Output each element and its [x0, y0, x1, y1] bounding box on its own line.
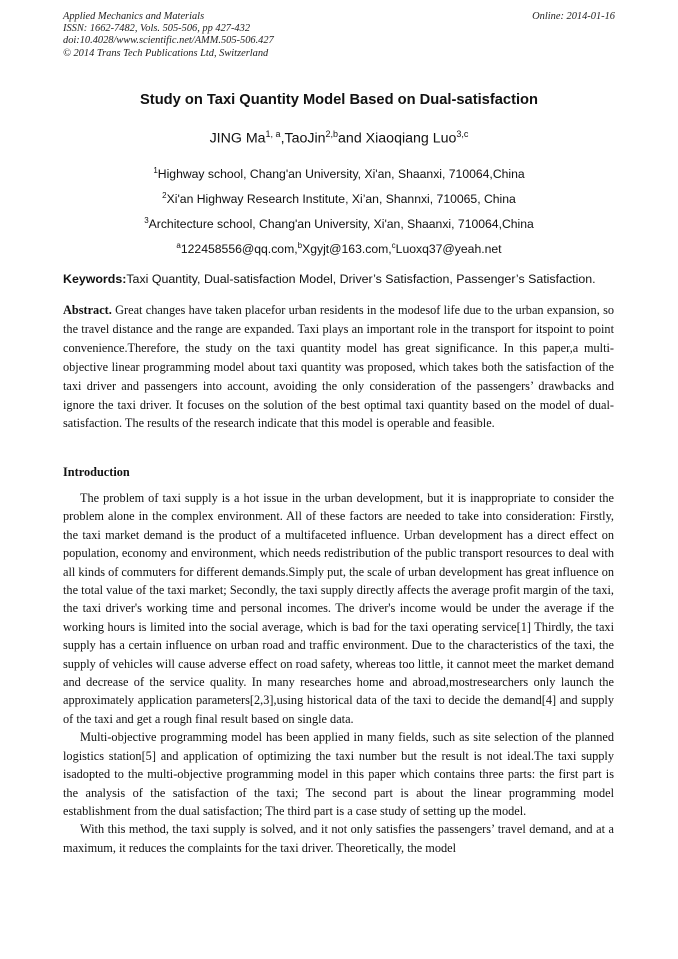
affiliation-3 [0, 216, 678, 231]
affiliation-mark: 2 [162, 191, 167, 200]
email-line [0, 241, 678, 256]
body-paragraph: Multi-objective programming model has been applied in many fields, such as site selection of the planned logistics station[5] and application of optimizing the taxi number but the result is not ideal.The taxi supply isadopted to the multi-objective programming model in this paper which contains three parts: the first part is the analysis of the satisfaction of the taxi; The second part is about the linear programming model establishment from the dual satisfaction; The third part is a case study of setting up the model. [63, 730, 614, 818]
introduction-body [63, 489, 614, 857]
author-affiliation-mark: 3,c [456, 129, 469, 139]
author-affiliation-mark: 2,b [325, 129, 339, 139]
journal-name: Applied Mechanics and Materials [63, 11, 205, 22]
author-affiliation-mark: 1, a [265, 129, 281, 139]
keywords-line [63, 272, 623, 286]
keywords-text: Taxi Quantity, Dual-satisfaction Model, Driver’s Satisfaction, Passenger’s Satisfaction. [126, 272, 596, 286]
author-name: TaoJin [284, 130, 326, 147]
abstract-text: Great changes have taken placefor urban residents in the modesof life due to the urban expansion, so the travel distance and the range are expanded. Taxi plays an important role in the transport for itspoint to point convenience.Therefore, the study on the taxi quantity model has great significance. In this paper,a multi-objective linear programming model about taxi quantity was proposed, which takes both the satisfaction of the taxi driver and passengers into account, avoiding the only consideration of the passengers’ drawbacks and ignore the taxi driver. It focuses on the solution of the best optimal taxi quantity based on the model of dual-satisfaction. The results of the research indicate that this model is operable and feasible. [63, 303, 614, 431]
affiliation-text: Architecture school, Chang'an University, Xi'an, Shaanxi, 710064,China [148, 217, 534, 232]
affiliation-text: Highway school, Chang'an University, Xi'an, Shaanxi, 710064,China [157, 167, 525, 182]
affiliation-1 [0, 166, 678, 181]
doi-line: doi:10.4028/www.scientific.net/AMM.505-506.427 [63, 35, 274, 47]
copyright-line: © 2014 Trans Tech Publications Ltd, Switzerland [63, 47, 269, 59]
email-text: 122458556@qq.com, [180, 242, 298, 257]
body-paragraph: The problem of taxi supply is a hot issue in the urban development, but it is inappropriate to consider the problem alone in the complex environment. All of these factors are needed to take into consideration: Firstly, the taxi market demand is the product of a multifaceted influence. Urban development has a direct effect on population, economy and environment, which needs redistribution of the public transport resources to deal with all kinds of commuters for different demands.Simply put, the scale of urban development has great influence on the total value of the taxi market; Secondly, the taxi supply directly affects the average profit margin of the taxi, the taxi driver's working time and personal incomes. The driver's income would be under the average if the working hours is limited into the social average, which is bad for the taxi operating service[1] Thirdly, the taxi supply has a certain influence on urban road and traffic environment. Due to the characteristics of the taxi, the supply of vehicles will cause adverse effect on road safety, whereas too little, it cannot meet the market demand and decrease of the service quality. In many researches home and abroad,mostresearchers only launch the approximately application parameters[2,3],using historical data of the taxi to decide the demand[4] and supply of the taxi and get a rough final result based on single data. [63, 491, 614, 726]
affiliation-text: Xi'an Highway Research Institute, Xi’an, Shannxi, 710065, China [166, 192, 516, 207]
email-text: Xgyjt@163.com, [302, 242, 392, 257]
email-text: Luoxq37@yeah.net [395, 242, 502, 257]
email-mark: a [176, 241, 181, 250]
affiliation-mark: 3 [144, 216, 149, 225]
affiliation-mark: 1 [153, 166, 158, 175]
online-date: Online: 2014-01-16 [532, 11, 615, 22]
author-name: Xiaoqiang Luo [365, 130, 457, 147]
email-mark: b [297, 241, 303, 250]
author-line [0, 129, 678, 147]
body-paragraph: With this method, the taxi supply is solved, and it not only satisfies the passengers’ travel demand, and at a maximum, it reduces the complaints for the taxi driver. Theoretically, the model [63, 822, 614, 855]
keywords-label: Keywords: [63, 272, 127, 286]
introduction-heading: Introduction [63, 465, 130, 479]
email-mark: c [391, 241, 396, 250]
author-separator: , [280, 130, 285, 147]
abstract-label: Abstract. [63, 303, 112, 317]
affiliation-2 [0, 191, 678, 206]
paper-title: Study on Taxi Quantity Model Based on Dual-satisfaction [140, 92, 538, 108]
abstract-paragraph [63, 301, 614, 433]
author-separator: and [338, 130, 366, 147]
author-name: JING Ma [209, 130, 266, 147]
issn-line: ISSN: 1662-7482, Vols. 505-506, pp 427-432 [63, 23, 251, 35]
